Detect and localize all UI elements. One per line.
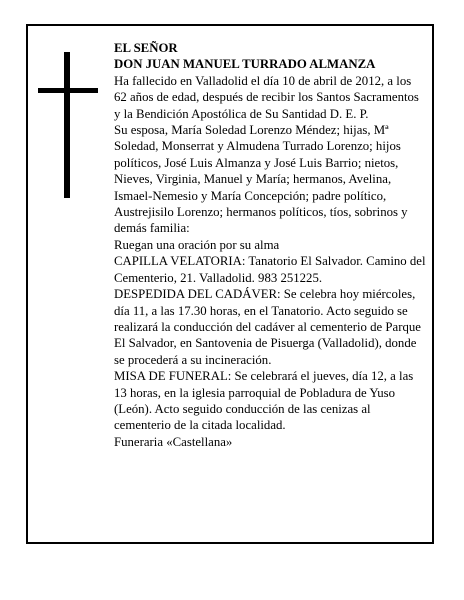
farewell-info: DESPEDIDA DEL CADÁVER: Se celebra hoy miércoles, día 11, a las 17.30 horas, en el Tanatorio. Acto seguido se realizará la conducción del cadáver al cementerio de Parque El Salvador, en Santovenia de Pisuerga (Valladolid), donde se procederá a su incineración. — [114, 287, 421, 367]
wake-chapel-info: CAPILLA VELATORIA: Tanatorio El Salvador. Camino del Cementerio, 21. Valladolid. 983 251225. — [114, 254, 426, 285]
obituary-text — [114, 40, 426, 450]
title-honorific: EL SEÑOR — [114, 41, 178, 55]
death-announcement: Ha fallecido en Valladolid el día 10 de abril de 2012, a los 62 años de edad, después de recibir los Santos Sacramentos y la Bendición Apostólica de Su Santidad D. E. P. — [114, 73, 419, 121]
funeral-home: Funeraria «Castellana» — [114, 434, 233, 449]
deceased-name: DON JUAN MANUEL TURRADO ALMANZA — [114, 57, 376, 72]
prayer-request: Ruegan una oración por su alma — [114, 237, 280, 252]
cross-vertical-bar — [64, 52, 70, 198]
funeral-mass-info: MISA DE FUNERAL: Se celebrará el jueves, día 12, a las 13 horas, en la iglesia parroquial de Pobladura de Yuso (León). Acto seguido conducción de las cenizas al cementerio de la citada localidad. — [114, 369, 414, 433]
family-list: Su esposa, María Soledad Lorenzo Méndez; hijas, Mª Soledad, Monserrat y Almudena Turrado Lorenzo; hijos políticos, José Luis Almanza y José Luis Barrio; nietos, Nieves, Virginia, Manuel y María; hermanos, Avelina, Ismael-Nemesio y María Concepción; padre político, Austrejisilo Lorenzo; hermanos políticos, tíos, sobrinos y demás familia: — [114, 123, 408, 236]
cross-horizontal-bar — [38, 88, 98, 93]
cross-icon — [38, 52, 98, 198]
